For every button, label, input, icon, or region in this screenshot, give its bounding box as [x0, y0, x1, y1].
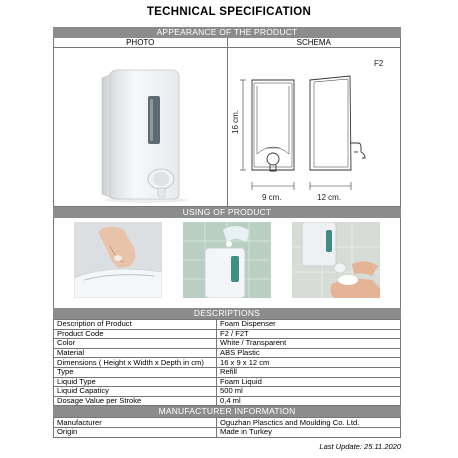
usage-photo-mounted — [183, 222, 271, 298]
row-value: 500 ml — [217, 387, 401, 397]
table-row — [54, 387, 401, 397]
usage-photo-refill — [74, 222, 162, 298]
height-dimension-label: 16 cm. — [230, 109, 240, 134]
row-value: Foam Dispenser — [217, 320, 401, 330]
dispenser-photo-image — [54, 48, 227, 206]
width-dimension-label: 9 cm. — [261, 193, 282, 202]
page-title: TECHNICAL SPECIFICATION — [146, 6, 312, 18]
usage-photos — [53, 218, 401, 308]
row-label: Color — [54, 339, 217, 349]
dispenser-schema-drawing — [228, 48, 401, 206]
last-update-note: Last Update: 25.11.2020 — [319, 442, 401, 451]
row-value: Oguzhan Plasctics and Moulding Co. Ltd. — [217, 418, 401, 428]
appearance-column-headers — [53, 38, 401, 48]
row-label: Liquid Capaticy — [54, 387, 217, 397]
appearance-band: APPEARANCE OF THE PRODUCT — [53, 27, 401, 38]
row-label: Origin — [54, 427, 217, 437]
spec-sheet — [53, 27, 401, 438]
table-row — [54, 320, 401, 330]
table-row — [54, 377, 401, 387]
row-label: Manufacturer — [54, 418, 217, 428]
table-row — [54, 396, 401, 406]
row-value: ABS Plastic — [217, 348, 401, 358]
table-row — [54, 348, 401, 358]
table-row — [54, 367, 401, 377]
row-value: 0,4 ml — [217, 396, 401, 406]
row-value: Refill — [217, 367, 401, 377]
product-photo — [54, 48, 227, 206]
manufacturer-band: MANUFACTURER INFORMATION — [53, 406, 401, 417]
row-label: Dosage Value per Stroke — [54, 396, 217, 406]
row-value: F2 / F2T — [217, 329, 401, 339]
row-label: Material — [54, 348, 217, 358]
table-row — [54, 339, 401, 349]
row-label: Dimensions ( Height x Width x Depth in cm) — [54, 358, 217, 368]
manufacturer-table — [53, 417, 401, 437]
descriptions-table — [53, 319, 401, 406]
photo-column-header: PHOTO — [54, 38, 227, 48]
product-schema — [227, 48, 401, 206]
table-row — [54, 418, 401, 428]
row-value: Made in Turkey — [217, 427, 401, 437]
row-label: Description of Product — [54, 320, 217, 330]
row-value: 16 x 9 x 12 cm — [217, 358, 401, 368]
row-label: Product Code — [54, 329, 217, 339]
usage-band: USING OF PRODUCT — [53, 207, 401, 218]
table-row — [54, 427, 401, 437]
descriptions-band: DESCRIPTIONS — [53, 308, 401, 319]
schema-code-label: F2 — [373, 59, 383, 68]
table-row — [54, 358, 401, 368]
table-row — [54, 329, 401, 339]
depth-dimension-label: 12 cm. — [316, 193, 341, 202]
schema-column-header: SCHEMA — [227, 38, 401, 48]
usage-photo-foam — [292, 222, 380, 298]
row-label: Type — [54, 367, 217, 377]
row-value: White / Transparent — [217, 339, 401, 349]
row-value: Foam Liquid — [217, 377, 401, 387]
row-label: Liquid Type — [54, 377, 217, 387]
appearance-panels — [53, 48, 401, 207]
